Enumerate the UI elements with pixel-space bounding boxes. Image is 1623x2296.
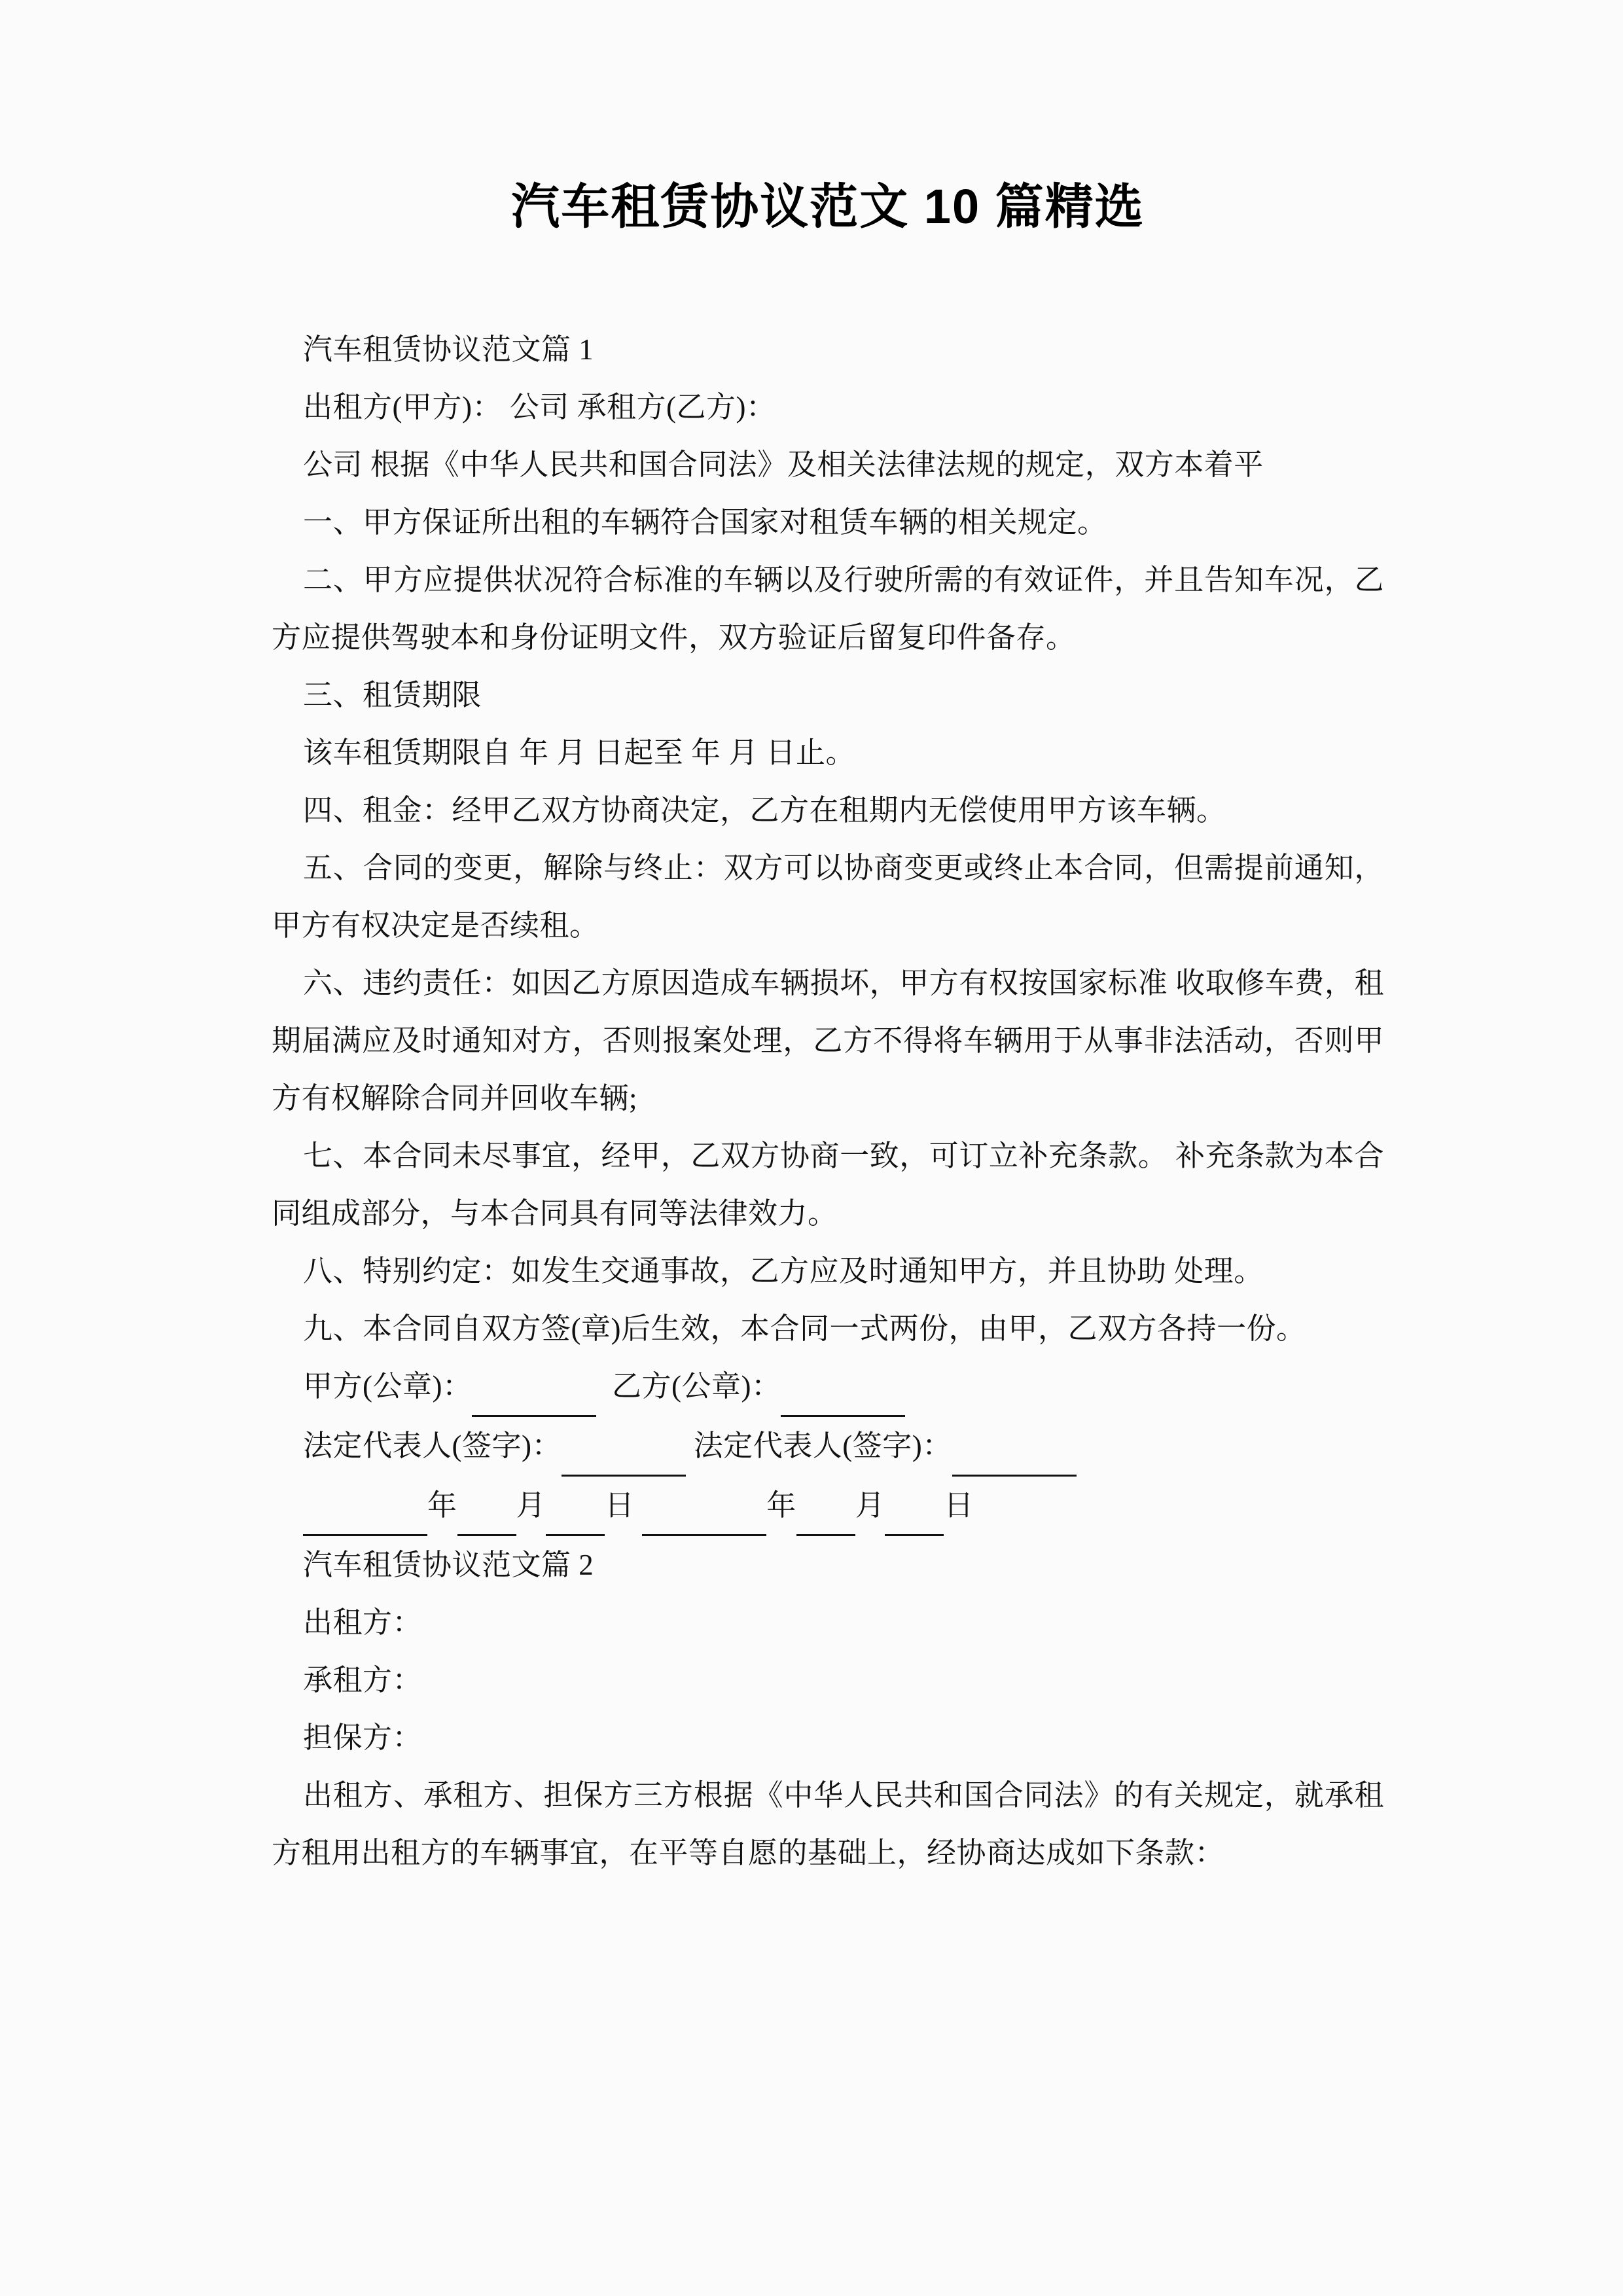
spacer <box>686 1429 694 1462</box>
party-b-seal-label: 乙方(公章)： <box>611 1370 781 1403</box>
party-b-year-blank[interactable] <box>642 1477 766 1536</box>
party-b-day-label: 日 <box>944 1489 974 1522</box>
page-title: 汽车租赁协议范文 10 篇精选 <box>511 179 1145 234</box>
clause-8: 八、特别约定：如发生交通事故，乙方应及时通知甲方，并且协助 处理。 <box>303 1255 1264 1287</box>
party-a-seal-label: 甲方(公章)： <box>303 1370 473 1403</box>
party-a-rep-label: 法定代表人(签字)： <box>303 1429 562 1462</box>
clause-7: 七、本合同未尽事宜，经甲，乙双方协商一致，可订立补充条款。 补充条款为本合同组成部分，与本合同具有同等法律效力。 <box>272 1139 1384 1230</box>
legal-rep-row <box>272 1417 1384 1477</box>
party-b-rep-label: 法定代表人(签字)： <box>693 1429 952 1462</box>
clause-5: 五、合同的变更，解除与终止：双方可以协商变更或终止本合同，但需提前通知，甲方有权决定是否续租。 <box>272 852 1384 942</box>
section-heading-1: 汽车租赁协议范文篇 1 <box>303 333 594 366</box>
party-b-month-blank[interactable] <box>796 1477 855 1536</box>
clause-3-body: 该车租赁期限自 年 月 日起至 年 月 日止。 <box>303 736 856 769</box>
guarantor-line: 担保方： <box>303 1721 423 1754</box>
party-b-year-label: 年 <box>766 1489 796 1522</box>
parties-line: 出租方(甲方)： 公司 承租方(乙方)： <box>303 391 776 423</box>
party-a-month-blank[interactable] <box>457 1477 516 1536</box>
document-body <box>272 321 1384 1882</box>
party-a-day-label: 日 <box>605 1489 635 1522</box>
party-b-month-label: 月 <box>855 1489 885 1522</box>
clause-3-heading: 三、租赁期限 <box>303 679 482 711</box>
clause-4: 四、租金：经甲乙双方协商决定，乙方在租期内无偿使用甲方该车辆。 <box>303 794 1226 827</box>
party-a-year-blank[interactable] <box>303 1477 427 1536</box>
party-a-day-blank[interactable] <box>546 1477 605 1536</box>
lessor-line: 出租方： <box>303 1606 423 1639</box>
party-a-seal-blank[interactable] <box>472 1357 596 1417</box>
spacer <box>635 1489 643 1522</box>
seal-signature-row <box>272 1357 1384 1417</box>
preamble-paragraph-2: 出租方、承租方、担保方三方根据《中华人民共和国合同法》的有关规定，就承租方租用出租方的车辆事宜，在平等自愿的基础上，经协商达成如下条款： <box>272 1779 1384 1869</box>
section-heading-2: 汽车租赁协议范文篇 2 <box>303 1549 594 1581</box>
clause-9: 九、本合同自双方签(章)后生效，本合同一式两份，由甲，乙双方各持一份。 <box>303 1312 1306 1345</box>
clause-6: 六、违约责任：如因乙方原因造成车辆损坏，甲方有权按国家标准 收取修车费，租期届满应及时通知对方，否则报案处理，乙方不得将车辆用于从事非法活动，否则甲方有权解除合同并回收车辆; <box>272 967 1384 1115</box>
clause-2: 二、甲方应提供状况符合标准的车辆以及行驶所需的有效证件，并且告知车况，乙方应提供驾驶本和身份证明文件，双方验证后留复印件备存。 <box>272 564 1384 654</box>
party-b-rep-blank[interactable] <box>952 1417 1077 1477</box>
party-b-day-blank[interactable] <box>885 1477 944 1536</box>
spacer <box>596 1370 612 1403</box>
date-row <box>272 1477 1384 1536</box>
party-a-month-label: 月 <box>516 1489 546 1522</box>
party-b-seal-blank[interactable] <box>781 1357 905 1417</box>
lessee-line: 承租方： <box>303 1664 423 1696</box>
clause-1: 一、甲方保证所出租的车辆符合国家对租赁车辆的相关规定。 <box>303 506 1107 539</box>
party-a-rep-blank[interactable] <box>562 1417 686 1477</box>
party-a-year-label: 年 <box>427 1489 457 1522</box>
preamble-paragraph: 公司 根据《中华人民共和国合同法》及相关法律法规的规定，双方本着平 <box>303 448 1264 481</box>
